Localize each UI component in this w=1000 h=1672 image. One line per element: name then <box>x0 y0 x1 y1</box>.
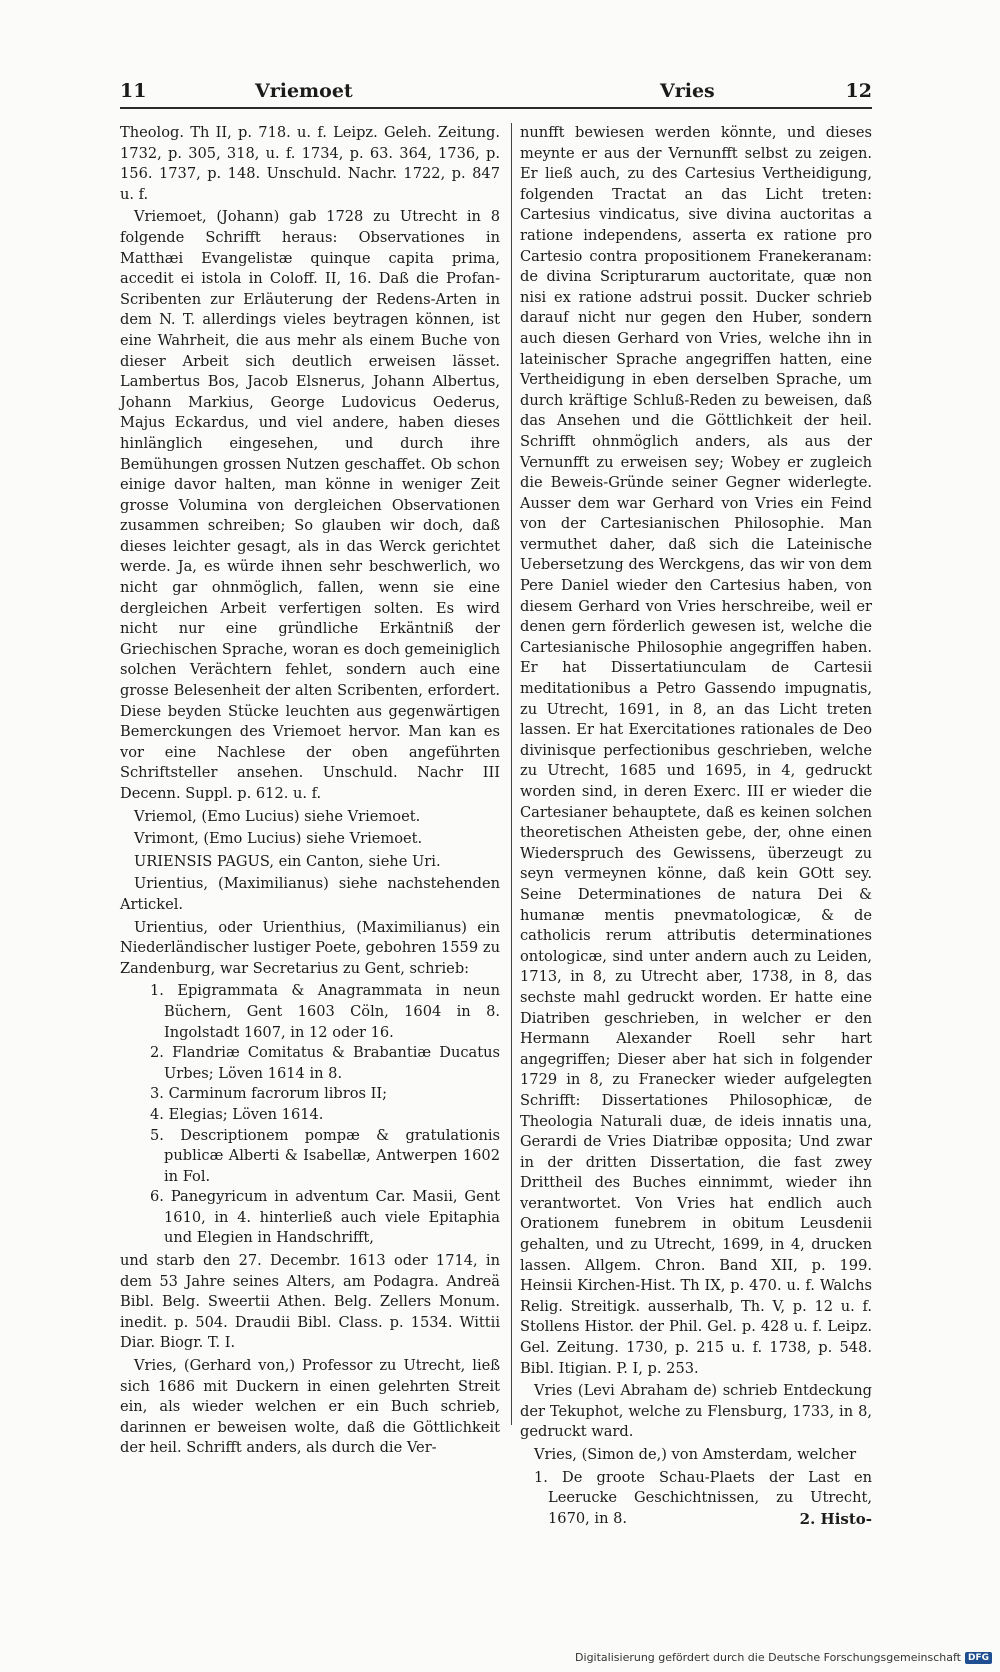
list-item: 1. Epigrammata & Anagrammata in neun Büchern, Gent 1603 Cöln, 1604 in 8. Ingolstadt 1607, in 12 oder 16. <box>150 982 500 1041</box>
entry-vries-gerhard: Vries, (Gerhard von,) Professor zu Utrecht, ließ sich 1686 mit Duckern in einen gelehrten Streit ein, als wieder welchen er ein Buch schrieb, darinnen er beweisen wolte, daß die Göttlichkeit der heil. Schrifft anders, als durch die Ver- <box>120 1357 500 1457</box>
left-column <box>120 123 500 1461</box>
right-column <box>520 123 872 1531</box>
paragraph: Theolog. Th II, p. 718. u. f. Leipz. Geleh. Zeitung. 1732, p. 305, 318, u. f. 1734, p. 63. 364, 1736, p. 156. 1737, p. 148. Unschuld. Nachr. 1722, p. 847 u. f. <box>120 124 500 203</box>
works-list <box>120 981 500 1249</box>
list-item: 1. De groote Schau-Plaets der Last en Leerucke Geschichtnissen, zu Utrecht, 1670, in 8. <box>534 1468 872 1527</box>
list-item: 2. Flandriæ Comitatus & Brabantiæ Ducatus Urbes; Löven 1614 in 8. <box>150 1044 500 1082</box>
page-number-left: 11 <box>120 80 147 102</box>
entry-urientius: Urientius, oder Urienthius, (Maximilianus) ein Niederländischer lustiger Poete, gebohren 1559 zu Zandenburg, war Secretarius zu Gent, schrieb: <box>120 918 500 977</box>
entry-uriensis-pagus: URIENSIS PAGUS, ein Canton, siehe Uri. <box>134 852 441 870</box>
catchword: 2. Histo- <box>799 1510 872 1528</box>
list-item: 5. Descriptionem pompæ & gratulationis publicæ Alberti & Isabellæ, Antwerpen 1602 in Fol. <box>150 1126 500 1185</box>
entry-vrimont: Vrimont, (Emo Lucius) siehe Vriemoet. <box>134 830 423 848</box>
entry-vriemoet-johann: Vriemoet, (Johann) gab 1728 zu Utrecht in 8 folgende Schrifft heraus: Observationes in Matthæi Evangelistæ quinque capita prima, accedit ei istola in Coloff. II, 16. Daß die Profan-Scribenten zur Erläuterung der Redens-Arten in dem N. T. allerdings vieles beytragen können, ist eine Wahrheit, die aus mehr als einem Buche von dieser Arbeit sich deutlich erweisen lässet. Lambertus Bos, Jacob Elsnerus, Johann Albertus, Johann Markius, George Ludovicus Oederus, Majus Eckardus, und viel andere, haben dieses hinlänglich eingesehen, und durch ihre Bemühungen grossen Nutzen geschaffet. Ob schon einige davor halten, man könne in weniger Zeit grosse Volumina von dergleichen Observationen zusammen schreiben; So glauben wir doch, daß dieses leichter gesagt, als in das Werck gerichtet werde. Ja, es würde ihnen sehr beschwerlich, wo nicht gar ohnmöglich, fallen, wenn sie eine dergleichen Arbeit verfertigen solten. Es wird nicht nur eine gründliche Erkäntniß der Griechischen Sprache, woran es doch gemeiniglich solchen Verächtern fehlet, sondern auch eine grosse Belesenheit der alten Scribenten, erfordert. Diese beyden Stücke leuchten aus gegenwärtigen Bemerckungen des Vriemoet hervor. Man kan es vor eine Nachlese der oben angeführten Schriftsteller ansehen. Unschuld. Nachr III Decenn. Suppl. p. 612. u. f. <box>120 208 500 802</box>
entry-vries-simon: Vries, (Simon de,) von Amsterdam, welcher <box>534 1446 857 1463</box>
digitization-footer <box>575 1651 992 1664</box>
paragraph: und starb den 27. Decembr. 1613 oder 1714, in dem 53 Jahre seines Alters, am Podagra. Andreä Bibl. Belg. Sweertii Athen. Belg. Zellers Monum. inedit. p. 504. Draudii Bibl. Class. p. 1534. Wittii Diar. Biogr. T. I. <box>120 1252 500 1352</box>
list-item: 4. Elegias; Löven 1614. <box>150 1105 324 1123</box>
column-divider <box>511 123 512 1425</box>
footer-credit: Digitalisierung gefördert durch die Deutsche Forschungsgemeinschaft <box>575 1651 961 1664</box>
header-rule <box>120 107 872 109</box>
running-header <box>120 80 872 110</box>
dfg-logo: DFG <box>965 1652 992 1664</box>
running-title-left: Vriemoet <box>255 80 353 102</box>
page-number-right: 12 <box>845 80 872 102</box>
entry-vries-levi: Vries (Levi Abraham de) schrieb Entdeckung der Tekuphot, welche zu Flensburg, 1733, in 8, gedruckt ward. <box>520 1382 872 1441</box>
list-item: 3. Carminum facrorum libros II; <box>150 1085 388 1103</box>
running-title-right: Vries <box>660 80 715 102</box>
list-item: 6. Panegyricum in adventum Car. Masii, Gent 1610, in 4. hinterließ auch viele Epitaphia und Elegien in Handschrifft, <box>150 1188 500 1247</box>
paragraph: nunfft bewiesen werden könnte, und dieses meynte er aus der Vernunfft selbst zu zeigen. Er ließ auch, zu des Cartesius Vertheidigung, folgenden Tractat an das Licht treten: Cartesius vindicatus, sive divina auctoritas a ratione independens, asserta ex ratione pro Cartesio contra propositionem Franekeranam: de divina Scripturarum auctoritate, quæ non nisi ex ratione adstrui possit. Ducker schrieb darauf nicht nur gegen den Huber, sondern auch diesen Gerhard von Vries, welche ihn in lateinischer Sprache angegriffen hatten, eine Vertheidigung in eben derselben Sprache, um durch kräftige Schluß-Reden zu beweisen, daß das Ansehen und die Göttlichkeit der heil. Schrifft ohnmöglich anders, als aus der Vernunfft zu erweisen sey; Wobey er zugleich die Beweis-Gründe seiner Gegner widerlegte. Ausser dem war Gerhard von Vries ein Feind von der Cartesianischen Philosophie. Man vermuthet daher, daß sich die Lateinische Uebersetzung des Werckgens, das wir von dem Pere Daniel wieder den Cartesius haben, von diesem Gerhard von Vries herschreibe, weil er denen gern förderlich gewesen ist, welche die Cartesianische Philosophie angegriffen haben. Er hat Dissertatiunculam de Cartesii meditationibus a Petro Gassendo impugnatis, zu Utrecht, 1691, in 8, an das Licht treten lassen. Er hat Exercitationes rationales de Deo divinisque perfectionibus geschrieben, welche zu Utrecht, 1685 und 1695, in 4, gedruckt worden sind, in deren Exerc. III er wieder die Cartesianer behauptete, daß es keinen solchen theoretischen Atheisten gebe, der, ohne einen Wiederspruch des Gewissens, überzeugt zu seyn vermeynen könne, daß kein GOtt sey. Seine Determinationes de natura Dei & humanæ mentis pnevmatologicæ, & de catholicis rerum attributis determinationes ontologicæ, sind unter andern auch zu Leiden, 1713, in 8, zu Utrecht aber, 1738, in 8, das sechste mahl gedruckt worden. Er hatte eine Diatriben geschrieben, in welcher er den Hermann Alexander Roell sehr hart angegriffen; Dieser aber hat sich in folgender 1729 in 8, zu Franecker wieder aufgelegten Schrifft: Dissertationes Philosophicæ, de Theologia Naturali duæ, de ideis innatis una, Gerardi de Vries Diatribæ opposita; Und zwar in der dritten Dissertation, die fast zwey Drittheil des Buches einnimmt, wieder ihn verantwortet. Von Vries hat endlich auch Orationem funebrem in obitum Leusdenii gehalten, und zu Utrecht, 1699, in 4, drucken lassen. Allgem. Chron. Band XII, p. 199. Heinsii Kirchen-Hist. Th IX, p. 470. u. f. Walchs Relig. Streitigk. ausserhalb, Th. V, p. 12 u. f. Stollens Histor. der Phil. Gel. p. 428 u. f. Leipz. Gel. Zeitung. 1730, p. 215 u. f. 1738, p. 548. Bibl. Itigian. P. I, p. 253. <box>520 124 872 1377</box>
entry-vriemol: Vriemol, (Emo Lucius) siehe Vriemoet. <box>134 807 421 825</box>
entry-urientius-ref: Urientius, (Maximilianus) siehe nachstehenden Artickel. <box>120 875 500 913</box>
